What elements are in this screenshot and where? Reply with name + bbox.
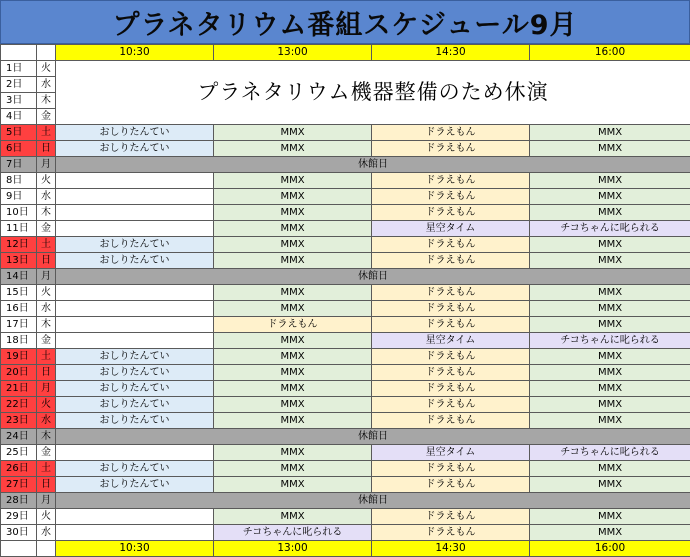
schedule-title: プラネタリウム番組スケジュール9月 [112,3,577,42]
time-header-3: 14:30 [372,541,530,557]
program-cell: MMX [530,477,690,493]
weekday-cell: 火 [37,61,56,77]
day-cell: 2日 [1,77,37,93]
program-cell: 星空タイム [372,445,530,461]
program-cell: MMX [214,461,372,477]
program-cell: MMX [530,365,690,381]
program-cell: MMX [214,365,372,381]
weekday-cell: 金 [37,221,56,237]
schedule-row [1,157,690,173]
program-cell: MMX [214,125,372,141]
program-cell: おしりたんてい [56,253,214,269]
program-cell: MMX [214,413,372,429]
weekday-cell: 日 [37,477,56,493]
program-cell: おしりたんてい [56,397,214,413]
weekday-cell: 日 [37,141,56,157]
weekday-cell: 水 [37,189,56,205]
program-cell: おしりたんてい [56,413,214,429]
program-cell: おしりたんてい [56,461,214,477]
program-cell: MMX [530,413,690,429]
header-blank-cell [37,541,56,557]
program-cell: ドラえもん [372,253,530,269]
program-cell: チコちゃんに叱られる [530,445,690,461]
schedule-row [1,429,690,445]
program-cell: MMX [530,461,690,477]
time-header-row-top [1,45,690,61]
program-cell: MMX [214,301,372,317]
program-cell: MMX [530,237,690,253]
program-cell: MMX [214,509,372,525]
weekday-cell: 月 [37,157,56,173]
schedule-row [1,285,690,301]
schedule-row [1,365,690,381]
program-cell: ドラえもん [372,381,530,397]
weekday-cell: 火 [37,509,56,525]
time-header-4: 16:00 [530,541,690,557]
closed-day-label: 休館日 [56,493,690,509]
program-cell [56,333,214,349]
schedule-row [1,237,690,253]
program-cell: 星空タイム [372,333,530,349]
schedule-row [1,301,690,317]
program-cell: MMX [530,509,690,525]
program-cell: ドラえもん [372,317,530,333]
day-cell: 15日 [1,285,37,301]
day-cell: 9日 [1,189,37,205]
day-cell: 26日 [1,461,37,477]
day-cell: 19日 [1,349,37,365]
schedule-row [1,141,690,157]
day-cell: 5日 [1,125,37,141]
weekday-cell: 木 [37,205,56,221]
program-cell: MMX [214,221,372,237]
program-cell: MMX [530,381,690,397]
program-cell: ドラえもん [372,365,530,381]
day-cell: 6日 [1,141,37,157]
schedule-row [1,317,690,333]
closed-day-label: 休館日 [56,429,690,445]
program-cell: MMX [530,253,690,269]
program-cell: おしりたんてい [56,349,214,365]
program-cell [56,317,214,333]
program-cell: MMX [530,317,690,333]
day-cell: 28日 [1,493,37,509]
program-cell: MMX [214,445,372,461]
program-cell: 星空タイム [372,221,530,237]
day-cell: 8日 [1,173,37,189]
day-cell: 24日 [1,429,37,445]
day-cell: 30日 [1,525,37,541]
weekday-cell: 土 [37,349,56,365]
closed-day-label: 休館日 [56,269,690,285]
program-cell: MMX [530,189,690,205]
day-cell: 4日 [1,109,37,125]
program-cell [56,285,214,301]
schedule-row [1,493,690,509]
schedule-row [1,205,690,221]
header-blank-cell [1,45,37,61]
day-cell: 10日 [1,205,37,221]
weekday-cell: 水 [37,525,56,541]
time-header-4: 16:00 [530,45,690,61]
program-cell: ドラえもん [372,205,530,221]
weekday-cell: 土 [37,461,56,477]
program-cell: ドラえもん [372,461,530,477]
day-cell: 1日 [1,61,37,77]
schedule-row [1,333,690,349]
program-cell: チコちゃんに叱られる [214,525,372,541]
program-cell: ドラえもん [372,285,530,301]
weekday-cell: 日 [37,365,56,381]
program-cell: おしりたんてい [56,237,214,253]
weekday-cell: 月 [37,493,56,509]
program-cell: MMX [214,173,372,189]
program-cell: MMX [530,349,690,365]
schedule-row [1,269,690,285]
time-header-2: 13:00 [214,541,372,557]
day-cell: 18日 [1,333,37,349]
day-cell: 12日 [1,237,37,253]
program-cell: MMX [214,205,372,221]
day-cell: 21日 [1,381,37,397]
program-cell: ドラえもん [372,477,530,493]
program-cell: ドラえもん [372,397,530,413]
header-blank-cell [37,45,56,61]
schedule-row [1,253,690,269]
weekday-cell: 火 [37,173,56,189]
program-cell [56,221,214,237]
weekday-cell: 月 [37,269,56,285]
program-cell: MMX [214,477,372,493]
weekday-cell: 金 [37,333,56,349]
program-cell: ドラえもん [372,349,530,365]
program-cell: おしりたんてい [56,365,214,381]
program-cell: MMX [214,141,372,157]
program-cell: おしりたんてい [56,477,214,493]
weekday-cell: 金 [37,109,56,125]
program-cell: MMX [214,237,372,253]
schedule-row [1,125,690,141]
schedule-row [1,61,690,77]
program-cell [56,445,214,461]
schedule-row [1,509,690,525]
program-cell: MMX [530,285,690,301]
program-cell: MMX [530,397,690,413]
program-cell [56,189,214,205]
day-cell: 17日 [1,317,37,333]
weekday-cell: 金 [37,445,56,461]
program-cell: MMX [530,173,690,189]
weekday-cell: 火 [37,397,56,413]
weekday-cell: 土 [37,125,56,141]
day-cell: 16日 [1,301,37,317]
schedule-row [1,173,690,189]
day-cell: 23日 [1,413,37,429]
schedule-row [1,477,690,493]
day-cell: 13日 [1,253,37,269]
program-cell: MMX [214,381,372,397]
program-cell: ドラえもん [372,525,530,541]
program-cell: おしりたんてい [56,381,214,397]
program-cell [56,525,214,541]
program-cell: MMX [214,189,372,205]
program-cell: おしりたんてい [56,125,214,141]
program-cell: ドラえもん [372,173,530,189]
time-header-3: 14:30 [372,45,530,61]
weekday-cell: 水 [37,301,56,317]
schedule-row [1,445,690,461]
program-cell [56,301,214,317]
program-cell: チコちゃんに叱られる [530,333,690,349]
weekday-cell: 水 [37,413,56,429]
weekday-cell: 水 [37,77,56,93]
program-cell: MMX [530,301,690,317]
schedule-title-bar [0,0,690,44]
schedule-row [1,397,690,413]
day-cell: 14日 [1,269,37,285]
program-cell: ドラえもん [214,317,372,333]
program-cell: MMX [214,285,372,301]
program-cell: チコちゃんに叱られる [530,221,690,237]
program-cell: MMX [530,125,690,141]
day-cell: 3日 [1,93,37,109]
time-header-2: 13:00 [214,45,372,61]
weekday-cell: 月 [37,381,56,397]
day-cell: 25日 [1,445,37,461]
schedule-row [1,221,690,237]
day-cell: 27日 [1,477,37,493]
header-blank-cell [1,541,37,557]
schedule-row [1,525,690,541]
time-header-1: 10:30 [56,45,214,61]
maintenance-notice: プラネタリウム機器整備のため休演 [56,61,690,125]
day-cell: 22日 [1,397,37,413]
program-cell: ドラえもん [372,125,530,141]
program-cell: MMX [530,525,690,541]
program-cell [56,509,214,525]
program-cell [56,173,214,189]
program-cell: ドラえもん [372,189,530,205]
weekday-cell: 木 [37,429,56,445]
day-cell: 29日 [1,509,37,525]
weekday-cell: 日 [37,253,56,269]
schedule-row [1,413,690,429]
program-cell: MMX [214,253,372,269]
program-cell: ドラえもん [372,301,530,317]
program-cell: ドラえもん [372,509,530,525]
day-cell: 20日 [1,365,37,381]
day-cell: 11日 [1,221,37,237]
schedule-table [0,44,690,557]
program-cell: ドラえもん [372,141,530,157]
time-header-1: 10:30 [56,541,214,557]
closed-day-label: 休館日 [56,157,690,173]
schedule-row [1,349,690,365]
program-cell: MMX [530,205,690,221]
program-cell [56,205,214,221]
weekday-cell: 火 [37,285,56,301]
program-cell: MMX [214,397,372,413]
program-cell: MMX [214,333,372,349]
weekday-cell: 土 [37,237,56,253]
program-cell: ドラえもん [372,237,530,253]
program-cell: おしりたんてい [56,141,214,157]
weekday-cell: 木 [37,317,56,333]
weekday-cell: 木 [37,93,56,109]
program-cell: MMX [530,141,690,157]
schedule-row [1,461,690,477]
schedule-row [1,381,690,397]
day-cell: 7日 [1,157,37,173]
schedule-row [1,189,690,205]
program-cell: ドラえもん [372,413,530,429]
program-cell: MMX [214,349,372,365]
time-header-row-bottom [1,541,690,557]
